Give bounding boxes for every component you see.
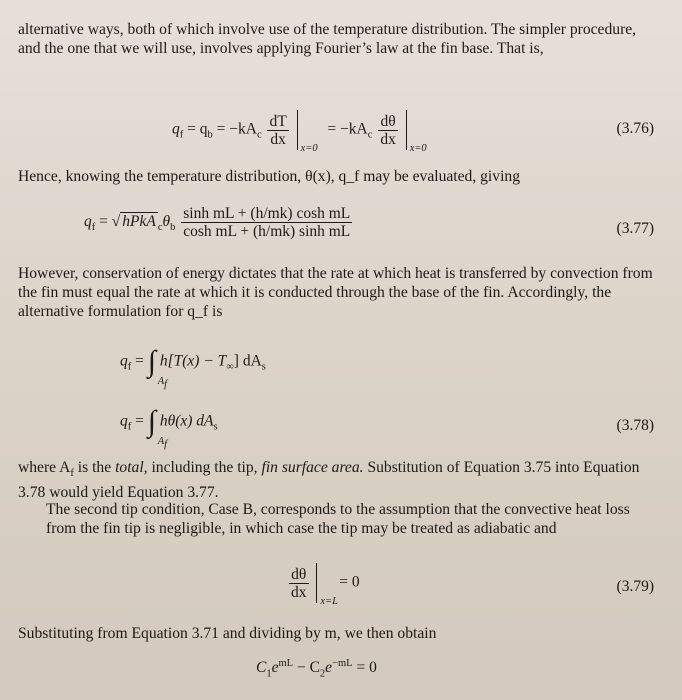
- eq376-cond2: x=0: [409, 143, 427, 154]
- eq376-den2: dx: [380, 130, 396, 148]
- equation-integral-2: $q_f$ = ∫ $A_f$ hθ(x) $dA_s$: [120, 405, 218, 450]
- eq376-eval-bar2: [406, 110, 433, 154]
- however-paragraph: However, conservation of energy dictates that the rate at which heat is transferred by convection from the fin must equal the rate at which it is conducted through the base of the fin. Accordingly, the alternative formulation for q_f is: [18, 265, 653, 320]
- eq379-eval-bar: [316, 563, 338, 607]
- eq376-frac2: [378, 113, 398, 148]
- eq376-cond1: x=0: [300, 143, 318, 154]
- eq376-den1: dx: [270, 130, 286, 148]
- eq377-sqrt: hPkA: [122, 213, 156, 231]
- int2-limit: $A_f$: [157, 435, 168, 450]
- eq379-num: dθ: [289, 566, 309, 584]
- eq377-frac: [181, 205, 352, 240]
- final-c1: C: [256, 659, 267, 677]
- eq376-lhs: q: [172, 120, 180, 138]
- eq377-number: (3.77): [616, 220, 654, 237]
- eq377-theta: θ: [162, 213, 171, 231]
- int1-tail: ] dA: [233, 352, 262, 370]
- where-paragraph: where $A_f$ is the total, including the tip, fin surface area. Substitution of Equation 3.75 into Equation 3.78 would yield Equation 3.77.: [18, 459, 640, 502]
- eq377-numerator: sinh mL + (h/mk) cosh mL: [183, 205, 351, 222]
- int1-integral-sign: ∫ $A_f$: [147, 345, 168, 390]
- eq379-den: dx: [291, 583, 307, 601]
- eq378-number: (3.78): [616, 417, 654, 434]
- substituting-paragraph: Substituting from Equation 3.71 and dividing by m, we then obtain: [18, 625, 437, 642]
- intro-paragraph: alternative ways, both of which involve use of the temperature distribution. The simpler procedure, and the one that we will use, involves applying Fourier’s law at the fin base. That is,: [18, 21, 637, 57]
- final-exp1: mL: [278, 658, 294, 669]
- eq377-denominator: cosh mL + (h/mk) sinh mL: [183, 223, 351, 240]
- equation-integral-1: $q_f$ = ∫ $A_f$ $h[T(x) - T_\infty]$ $dA_s$: [120, 345, 266, 390]
- eq379-frac: [289, 566, 309, 601]
- eq376-number: (3.76): [616, 120, 654, 137]
- equation-3-79: [287, 563, 360, 607]
- eq379-cond: x=L: [320, 596, 338, 607]
- final-exp2: −mL: [332, 658, 353, 669]
- eq376-middle: = −kA: [216, 120, 257, 138]
- final-rhs: = 0: [352, 659, 377, 677]
- int1-lhs: q: [120, 352, 128, 370]
- eq376-num1: dT: [269, 112, 287, 130]
- eq377-prefix: q: [84, 213, 92, 231]
- int1-limit: $A_f$: [157, 375, 168, 390]
- equation-3-76: $q_f = q_b = -kA_c$ $\frac{dT}{dx}$ x=0 = $-kA_c$ $\frac{d\theta}{dx}$ x=0: [172, 110, 433, 150]
- eq376-right: = −kA: [327, 120, 368, 138]
- eq376-eval-bar1: [297, 110, 324, 154]
- int2-integral-sign: ∫ $A_f$: [147, 405, 168, 450]
- equation-final: $C_1e^{mL} - C_2e^{-mL} = 0$: [256, 658, 377, 680]
- int2-integrand: hθ(x) dA: [159, 412, 214, 430]
- final-minus: − C: [293, 659, 320, 677]
- int1-integrand: h[T(x) − T: [159, 352, 227, 370]
- int2-lhs: q: [120, 412, 128, 430]
- eq379-number: (3.79): [616, 578, 654, 595]
- equation-3-77: $q_f$ = √ hPkA $_c\theta_b$ $\frac{\text{sinh mL + (h/mk) cosh mL}}{\text{cosh mL + (h/mk) sinh mL}}$: [84, 205, 351, 240]
- eq376-frac1: [267, 113, 288, 148]
- eq379-rhs: = 0: [339, 573, 360, 591]
- eq376-num2: dθ: [378, 113, 398, 131]
- hence-paragraph: Hence, knowing the temperature distribution, θ(x), q_f may be evaluated, giving: [18, 168, 520, 185]
- second-tip-paragraph: The second tip condition, Case B, corresponds to the assumption that the convective heat loss from the fin tip is negligible, in which case the tip may be treated as adiabatic and: [46, 501, 630, 537]
- eq376-mid: = q: [187, 120, 208, 138]
